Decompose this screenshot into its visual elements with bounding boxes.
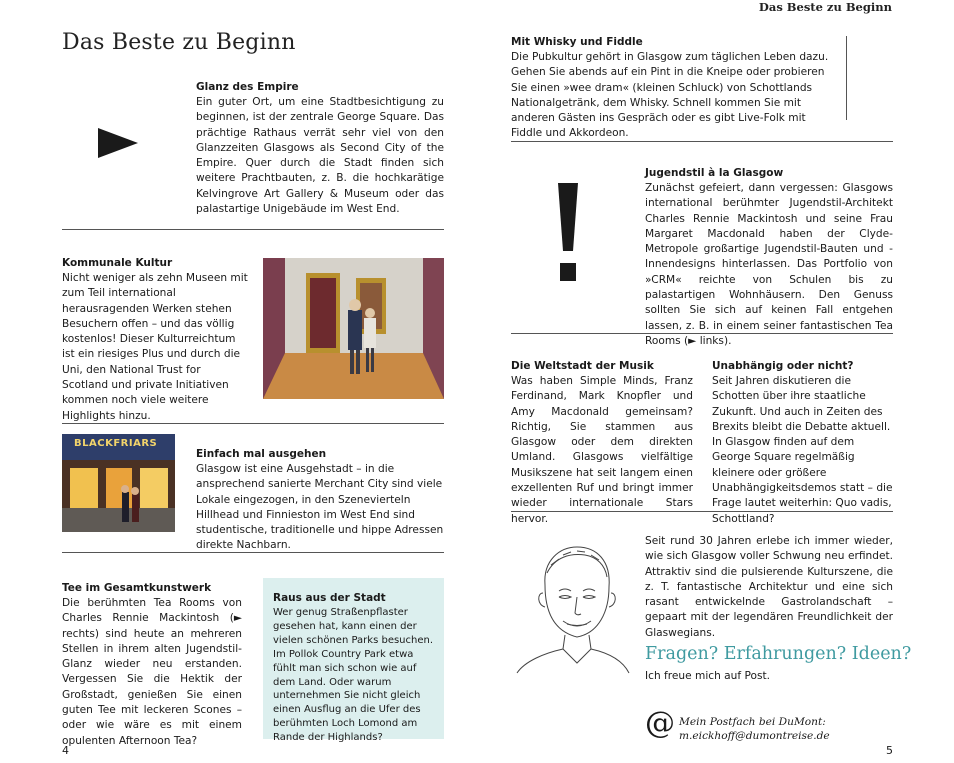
page-number-left: 4 xyxy=(62,744,69,757)
section-glanz xyxy=(196,80,444,217)
section-text: Die Pubkultur gehört in Glasgow zum täglichen Leben dazu. Gehen Sie abends auf ein Pint in die Kneipe oder probieren Sie einen »wee dram« (kleinen Schluck) von Schottlands Nationalgetränk, dem Whisky. Schnell kommen Sie mit anderen Gästen ins Gespräch oder es gibt Live-Folk mit Fiddle und Akkordeon. xyxy=(511,51,829,140)
page-number-right: 5 xyxy=(886,744,893,757)
divider xyxy=(62,229,444,230)
section-title: Jugendstil à la Glasgow xyxy=(645,167,784,179)
section-text: Was haben Simple Minds, Franz Ferdinand, Mark Knopfler und Amy Macdonald gemeinsam? Richtig, Sie stammen aus Glasgow oder dem direkten Umland. Glasgows vielfältige Musikszene hat seit langem einen exzellenten Ruf und bringt immer wieder internationale Stars hervor. xyxy=(511,375,693,525)
running-head: Das Beste zu Beginn xyxy=(758,0,892,14)
pub-photo xyxy=(62,434,175,532)
section-title: Glanz des Empire xyxy=(196,81,299,93)
author-question: Fragen? Erfahrungen? Ideen? xyxy=(645,644,912,664)
section-title: Unabhängig oder nicht? xyxy=(712,360,854,372)
author-post: Ich freue mich auf Post. xyxy=(645,670,771,682)
divider xyxy=(511,333,893,334)
mailbox-label: Mein Postfach bei DuMont: xyxy=(679,716,826,728)
section-ausgehen xyxy=(196,447,444,554)
museum-photo xyxy=(263,258,444,399)
section-title: Tee im Gesamtkunstwerk xyxy=(62,582,212,594)
divider-vertical xyxy=(846,36,847,120)
at-icon: @ xyxy=(645,706,675,741)
section-title: Die Weltstadt der Musik xyxy=(511,360,654,372)
play-triangle-icon xyxy=(98,128,138,158)
author-intro xyxy=(645,534,893,641)
author-intro-text: Seit rund 30 Jahren erlebe ich immer wieder, wie sich Glasgow voller Schwung neu erfindet. Attraktiv sind die pulsierende Kulturszene, die z. T. fantastische Architektur und eine sich rasant entwickelnde Gastrolandschaft – gepaart mit der legendären Freundlichkeit der Glaswegians. xyxy=(645,535,893,639)
page-title: Das Beste zu Beginn xyxy=(62,30,296,55)
section-text: Glasgow ist eine Ausgehstadt – in die ansprechend sanierte Merchant City sind viele Lokale eingezogen, in den Szenevierteln Hillhead und Finnieston im West End sind studentische, traditionelle und hippe Adressen direkte Nachbarn. xyxy=(196,463,444,552)
section-title: Einfach mal ausgehen xyxy=(196,448,327,460)
section-text: Zunächst gefeiert, dann vergessen: Glasgows international berühmter Jugendstil-Architekt Charles Rennie Mackintosh und seine Frau Margaret Macdonald haben der Clyde-Metropole großartige Jugendstil-Bauten und -Innendesigns hinterlassen. Das Portfolio von »CRM« reichte von Schulen bis zu palastartigen Wohnhäusern. Den Genuss sollten Sie sich auf keinen Fall entgehen lassen, z. B. in einem seiner fantastischen Tea Rooms (► links). xyxy=(645,182,893,347)
section-title: Kommunale Kultur xyxy=(62,257,173,269)
section-text: Wer genug Straßenpflaster gesehen hat, kann einen der vielen schönen Parks besuchen. Im Pollok Country Park etwa fühlt man sich schon wie auf dem Land. Oder warum unternehmen Sie nicht gleich einen Ausflug an die Ufer des berühmten Loch Lomond am Rande der Highlands? xyxy=(273,607,434,744)
section-title: Mit Whisky und Fiddle xyxy=(511,36,643,48)
section-tee xyxy=(62,581,242,749)
section-unabhaengig xyxy=(712,359,894,527)
section-title: Raus aus der Stadt xyxy=(273,592,386,604)
divider xyxy=(511,141,893,142)
section-text: Die berühmten Tea Rooms von Charles Rennie Mackintosh (► rechts) sind heute an mehreren Stellen in ihrem alten Jugendstil-Glanz wieder neu erstanden. Vergessen Sie die Hektik der Großstadt, genießen Sie einen guten Tee mit leckeren Scones – oder wie wäre es mit einem opulenten Afternoon Tea? xyxy=(62,597,242,747)
email-link[interactable]: m.eickhoff@dumontreise.de xyxy=(679,730,830,742)
divider xyxy=(62,423,444,424)
exclamation-icon xyxy=(556,183,580,283)
divider xyxy=(62,552,444,553)
section-whisky xyxy=(511,35,831,142)
author-portrait xyxy=(515,535,630,675)
section-musik xyxy=(511,359,693,527)
pub-sign-text: BLACKFRIARS xyxy=(74,438,158,449)
section-text: Ein guter Ort, um eine Stadtbesichtigung zu beginnen, ist der zentrale George Square. Das prächtige Rathaus verrät sehr viel von den Glanzzeiten Glasgows als Second City of the Empire. Quer durch die Stadt finden sich weitere Prachtbauten, z. B. die hochkarätige Kelvingrove Art Gallery & Museum oder das palastartige Unigebäude im West End. xyxy=(196,96,444,216)
tip-box-raus xyxy=(263,578,444,744)
section-kultur xyxy=(62,256,248,424)
section-text: Seit Jahren diskutieren die Schotten über ihre staatliche Zukunft. Und auch in Zeiten des Brexits bleibt die Debatte aktuell. In Glasgow finden auf dem George Square regelmäßig kleinere oder größere Unabhängigkeitsdemos statt – die Frage lautet weiterhin: Quo vadis, Schottland? xyxy=(712,375,893,525)
divider xyxy=(511,511,893,512)
section-jugendstil xyxy=(645,166,893,349)
author-mailbox xyxy=(679,715,830,743)
section-text: Nicht weniger als zehn Museen mit zum Teil international herausragenden Werken stehen Besuchern offen – und das völlig kostenlos! Dieser Kulturreichtum ist ein riesiges Plus und durch die Uni, den National Trust for Scotland und private Initiativen kommen noch viele weitere Highlights hinzu. xyxy=(62,272,248,422)
